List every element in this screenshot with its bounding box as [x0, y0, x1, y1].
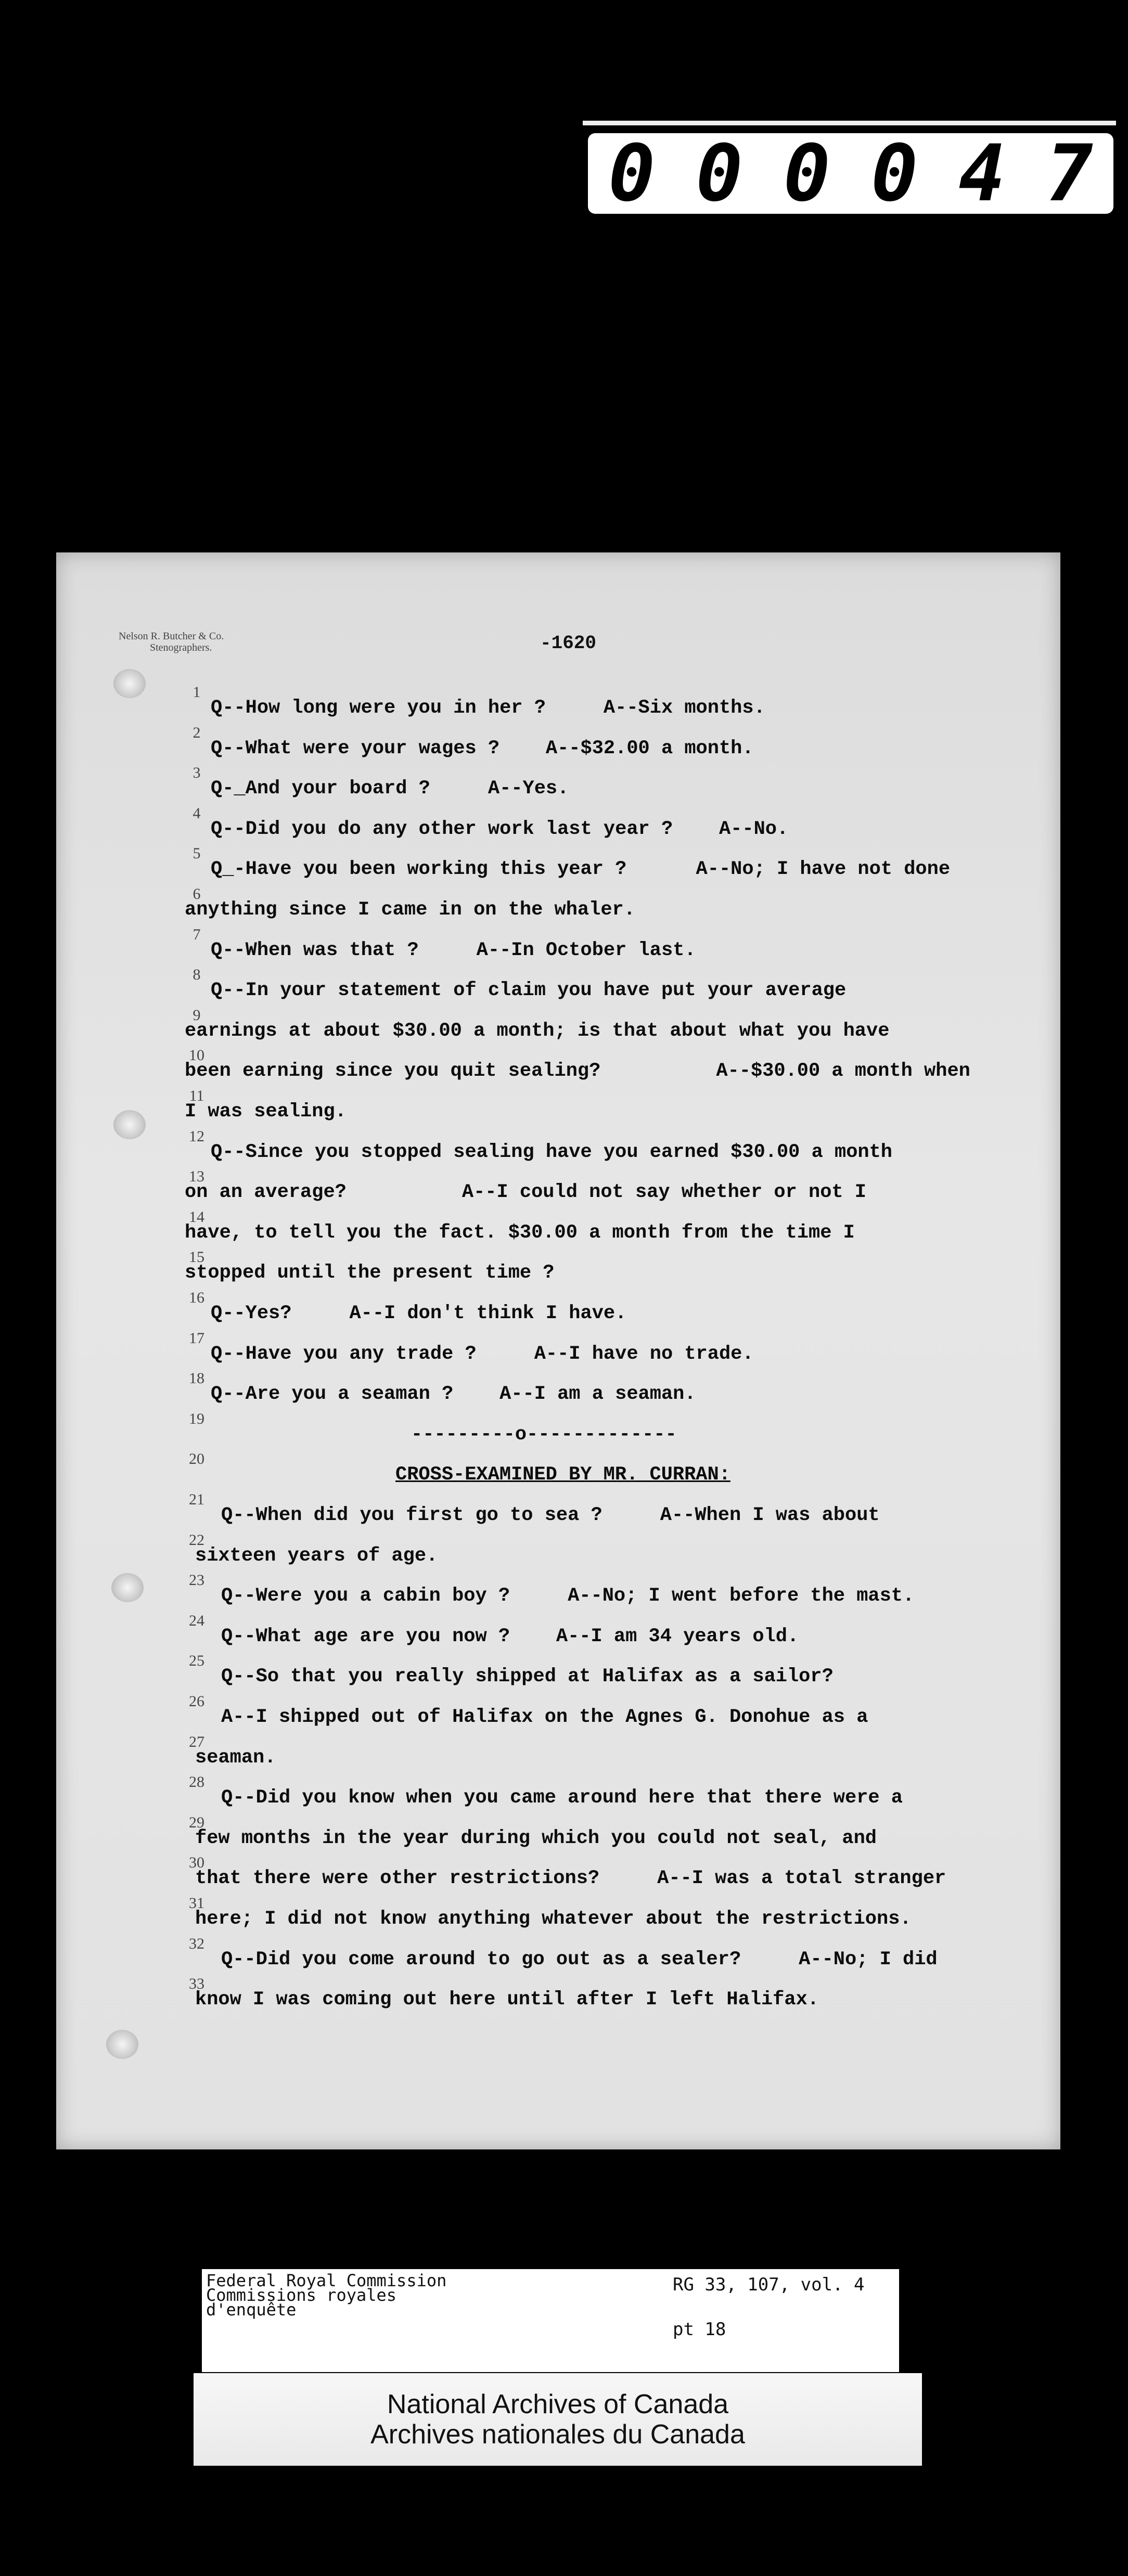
line-number: 12: [189, 1127, 204, 1145]
transcript-line: Q--What age are you now ? A--I am 34 years old.: [221, 1625, 799, 1647]
transcript-line: Q--Yes? A--I don't think I have.: [211, 1303, 627, 1324]
line-number: 24: [189, 1612, 204, 1629]
section-divider: ---------o-------------: [411, 1423, 677, 1446]
transcript-line: Q-_And your board ? A--Yes.: [211, 778, 569, 800]
line-number: 19: [189, 1410, 204, 1427]
frame-digit: 7: [1046, 128, 1093, 219]
transcript-line: know I was coming out here until after I left Halifax.: [195, 1989, 819, 2011]
line-number: 30: [189, 1854, 204, 1872]
line-number: 16: [189, 1289, 204, 1306]
transcript-line: Q--When did you first go to sea ? A--When I was about: [221, 1504, 880, 1526]
transcript-line: sixteen years of age.: [195, 1544, 438, 1567]
transcript-line: seaman.: [195, 1746, 276, 1769]
transcript-line: Q--Have you any trade ? A--I have no trade.: [211, 1343, 754, 1365]
transcript-line: Q--Since you stopped sealing have you earned $30.00 a month: [211, 1141, 893, 1163]
line-number: 13: [189, 1168, 204, 1186]
line-number: 25: [189, 1652, 204, 1670]
line-number: 15: [189, 1248, 204, 1266]
line-number: 26: [189, 1693, 204, 1710]
line-number: 32: [189, 1935, 204, 1952]
transcript-line: Q--What were your wages ? A--$32.00 a month.: [211, 737, 754, 759]
catalog-reference: RG 33, 107, vol. 4: [673, 2274, 865, 2295]
line-number: 10: [189, 1047, 204, 1064]
line-number: 33: [189, 1975, 204, 1993]
line-number: 29: [189, 1813, 204, 1831]
transcript-line: A--I shipped out of Halifax on the Agnes G. Donohue as a: [221, 1706, 868, 1728]
frame-digit: 0: [696, 128, 743, 219]
frame-digit: 4: [958, 128, 1006, 219]
line-number: 14: [189, 1208, 204, 1226]
line-number: 23: [189, 1572, 204, 1589]
line-number: 2: [193, 724, 201, 741]
transcript-line: Q--In your statement of claim you have put your average: [211, 980, 847, 1002]
archives-label: [194, 2373, 922, 2466]
transcript-line: Q--Did you do any other work last year ? A--No.: [211, 818, 789, 840]
transcript-line: here; I did not know anything whatever about the restrictions.: [195, 1908, 912, 1930]
catalog-part: pt 18: [673, 2319, 726, 2340]
transcript-line: been earning since you quit sealing? A--$30.00 a month when: [185, 1060, 970, 1083]
transcript-line: Q--Are you a seaman ? A--I am a seaman.: [211, 1383, 696, 1406]
archives-name-english: National Archives of Canada: [387, 2389, 729, 2419]
document-page: [56, 552, 1060, 2149]
letterhead-company: Nelson R. Butcher & Co.: [119, 630, 224, 642]
transcript-line: have, to tell you the fact. $30.00 a month from the time I: [185, 1221, 855, 1244]
page-number: -1620: [540, 633, 597, 654]
frame-digit: 0: [870, 128, 918, 219]
transcript-line: Q--Were you a cabin boy ? A--No; I went before the mast.: [221, 1585, 915, 1607]
line-number: 21: [189, 1491, 204, 1508]
line-number: 3: [193, 764, 201, 782]
letterhead-subtitle: Stenographers.: [150, 642, 212, 653]
transcript-line: few months in the year during which you could not seal, and: [195, 1827, 877, 1849]
line-number: 5: [193, 845, 201, 862]
catalog-line: Commissions royales: [206, 2285, 397, 2305]
catalog-line: Federal Royal Commission: [206, 2271, 447, 2290]
archives-name-french: Archives nationales du Canada: [370, 2419, 745, 2450]
line-number: 1: [193, 684, 201, 701]
frame-digit: 0: [608, 128, 656, 219]
transcript-line: that there were other restrictions? A--I was a total stranger: [195, 1867, 946, 1890]
line-number: 20: [189, 1450, 204, 1468]
transcript-body: [56, 552, 1060, 2149]
line-number: 18: [189, 1370, 204, 1387]
line-number: 4: [193, 804, 201, 822]
transcript-line: Q_-Have you been working this year ? A--No; I have not done: [211, 858, 951, 881]
transcript-line: Q--Did you come around to go out as a sealer? A--No; I did: [221, 1948, 938, 1970]
transcript-line: Q--How long were you in her ? A--Six months.: [211, 697, 765, 719]
frame-digit: 0: [783, 128, 830, 219]
line-number: 6: [193, 885, 201, 903]
transcript-line: I was sealing.: [185, 1101, 347, 1123]
transcript-line: anything since I came in on the whaler.: [185, 899, 635, 921]
frame-counter: [588, 128, 1113, 219]
line-number: 7: [193, 925, 201, 943]
catalog-line: d'enquête: [206, 2300, 297, 2320]
line-number: 11: [189, 1087, 204, 1104]
frame-counter-rule: [583, 121, 1116, 125]
transcript-line: stopped until the present time ?: [185, 1262, 555, 1284]
line-number: 22: [189, 1531, 204, 1549]
catalog-label: [202, 2269, 899, 2372]
line-number: 28: [189, 1773, 204, 1791]
line-number: 8: [193, 966, 201, 984]
line-number: 31: [189, 1895, 204, 1912]
transcript-line: on an average? A--I could not say whether or not I: [185, 1181, 867, 1204]
transcript-line: earnings at about $30.00 a month; is that about what you have: [185, 1020, 890, 1042]
transcript-line: Q--When was that ? A--In October last.: [211, 939, 696, 961]
line-number: 17: [189, 1329, 204, 1347]
line-number: 27: [189, 1733, 204, 1750]
line-number: 9: [193, 1006, 201, 1024]
section-heading: CROSS-EXAMINED BY MR. CURRAN:: [395, 1464, 730, 1486]
transcript-line: Q--So that you really shipped at Halifax as a sailor?: [221, 1666, 834, 1688]
transcript-line: Q--Did you know when you came around here that there were a: [221, 1787, 903, 1809]
